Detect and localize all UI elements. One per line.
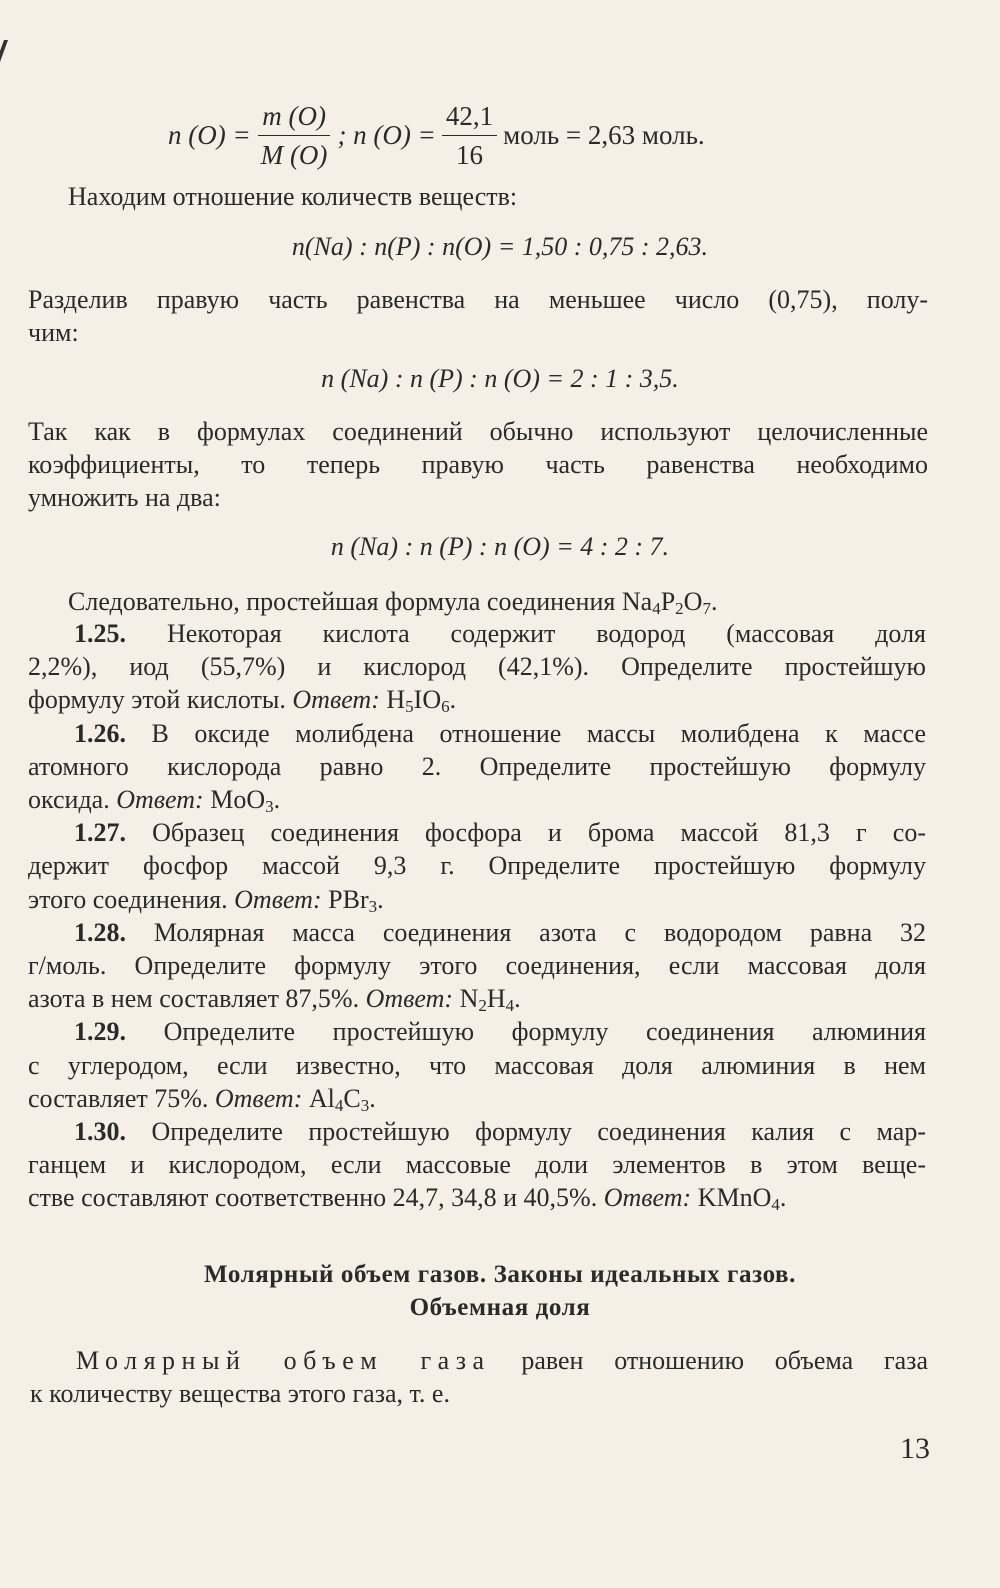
formula-mid: ; n (O) = bbox=[337, 119, 436, 150]
fraction-numeric bbox=[442, 100, 497, 171]
fraction-denominator: 16 bbox=[456, 139, 484, 170]
paragraph-line bbox=[30, 1344, 928, 1377]
answer-formula: PBr$_3$. bbox=[328, 884, 384, 916]
problem-text: Определите простейшую формулу соединения алюминия bbox=[163, 1017, 926, 1047]
problem-text: г/моль. Определите формулу этого соединения, если массовая доля bbox=[28, 951, 926, 980]
problem-line bbox=[28, 617, 926, 650]
answer-label: Ответ: bbox=[116, 785, 204, 814]
problem-number: 1.30. bbox=[74, 1117, 126, 1146]
fraction-numerator: 42,1 bbox=[442, 100, 497, 136]
problem-text: стве составляют соответственно 24,7, 34,8 и 40,5%. bbox=[28, 1183, 598, 1213]
problem-text: с углеродом, если известно, что массовая доля алюминия в нем bbox=[28, 1050, 926, 1080]
paragraph-line: чим: bbox=[28, 318, 79, 348]
problem-text: формулу этой кислоты. bbox=[28, 685, 286, 715]
fraction-denominator: M (O) bbox=[260, 139, 328, 170]
equation-ratio-3: n (Na) : n (P) : n (O) = 4 : 2 : 7. bbox=[330, 532, 670, 561]
problem-line bbox=[28, 783, 926, 816]
problem-number: 1.27. bbox=[74, 818, 126, 848]
paragraph-divide bbox=[28, 283, 928, 349]
paragraph-integer bbox=[28, 415, 928, 515]
equation-ratio-1: n(Na) : n(P) : n(O) = 1,50 : 0,75 : 2,63. bbox=[291, 232, 709, 261]
line-rest: равен отношению объема газа bbox=[490, 1346, 928, 1375]
answer-label: Ответ: bbox=[292, 685, 380, 715]
paragraph-line: Так как в формулах соединений обычно используют целочисленные bbox=[28, 417, 928, 446]
answer-formula: $Al_4C_3$. bbox=[308, 1083, 376, 1115]
equation-ratio-2: n (Na) : n (P) : n (O) = 2 : 1 : 3,5. bbox=[321, 364, 679, 393]
problem-text: 2,2%), иод (55,7%) и кислород (42,1%). Определите простейшую bbox=[28, 652, 926, 682]
answer-label: Ответ: bbox=[214, 1083, 303, 1113]
problem-line bbox=[28, 916, 926, 949]
problem-line bbox=[28, 816, 926, 849]
problem-text: В оксиде молибдена отношение массы молибдена к массе bbox=[151, 718, 927, 748]
problem-text: Образец соединения фосфора и брома массой 81,3 г со- bbox=[152, 818, 926, 848]
conclusion-label: Следовательно, простейшая формула соединения bbox=[68, 587, 622, 616]
problem-text: атомного кислорода равно 2. Определите простейшую формулу bbox=[28, 751, 926, 781]
answer-formula: MoO$_3$. bbox=[210, 785, 281, 816]
problem-1-25 bbox=[28, 617, 926, 717]
problem-1-28 bbox=[28, 916, 926, 1016]
problem-number: 1.26. bbox=[74, 718, 126, 748]
fraction-m-over-M bbox=[257, 100, 332, 171]
problem-line bbox=[28, 1115, 926, 1148]
problem-text: оксида. bbox=[28, 785, 110, 814]
problem-text: держит фосфор массой 9,3 г. Определите простейшую формулу bbox=[28, 851, 926, 881]
find-ratio-text: Находим отношение количеств веществ: bbox=[68, 182, 518, 211]
problem-text: составляет 75%. bbox=[28, 1083, 209, 1113]
paragraph-line: умножить на два: bbox=[28, 483, 221, 513]
problem-line bbox=[28, 1049, 926, 1082]
problem-line bbox=[28, 717, 926, 750]
fraction-numerator: m (O) bbox=[258, 100, 330, 136]
scan-edge-mark bbox=[0, 40, 8, 62]
paragraph-molar-volume bbox=[30, 1344, 928, 1410]
problem-number: 1.29. bbox=[74, 1017, 126, 1047]
problem-text: ганцем и кислородом, если массовые доли элементов в этом веще- bbox=[28, 1150, 926, 1180]
answer-formula: $N_2H_4$. bbox=[459, 984, 521, 1016]
problem-line bbox=[28, 1181, 926, 1214]
problem-line bbox=[28, 949, 926, 982]
problem-line bbox=[28, 1015, 926, 1048]
spaced-term: Молярный объем газа bbox=[76, 1346, 491, 1375]
section-heading bbox=[0, 1258, 1000, 1324]
problem-1-26 bbox=[28, 717, 926, 817]
formula-rhs: моль = 2,63 моль. bbox=[503, 119, 705, 150]
conclusion-formula: $Na_4P_2O_7$. bbox=[621, 587, 718, 618]
problem-text: Определите простейшую формулу соединения калия с мар- bbox=[151, 1117, 926, 1146]
heading-line-1: Молярный объем газов. Законы идеальных газов. bbox=[203, 1261, 797, 1288]
formula-n-oxygen bbox=[168, 90, 705, 180]
formula-lhs: n (O) = bbox=[168, 119, 251, 150]
problem-number: 1.28. bbox=[74, 917, 126, 947]
problem-line bbox=[28, 982, 926, 1015]
problem-line bbox=[28, 849, 926, 882]
problem-text: этого соединения. bbox=[28, 884, 228, 914]
problem-line bbox=[28, 683, 926, 716]
answer-formula: $H_5IO_6$. bbox=[386, 685, 457, 717]
answer-formula: KMnO$_4$. bbox=[697, 1183, 787, 1215]
conclusion-text bbox=[68, 585, 717, 619]
problem-number: 1.25. bbox=[74, 619, 126, 648]
problem-1-27 bbox=[28, 816, 926, 916]
problem-text: Некоторая кислота содержит водород (массовая доля bbox=[166, 619, 927, 648]
problem-1-29 bbox=[28, 1015, 926, 1115]
problem-line bbox=[28, 750, 926, 783]
page-number: 13 bbox=[900, 1432, 930, 1465]
paragraph-line: к количеству вещества этого газа, т. е. bbox=[30, 1379, 450, 1409]
answer-label: Ответ: bbox=[365, 984, 454, 1014]
problem-line bbox=[28, 650, 926, 683]
answer-label: Ответ: bbox=[234, 884, 322, 914]
problem-line bbox=[28, 1148, 926, 1181]
paragraph-line: коэффициенты, то теперь правую часть равенства необходимо bbox=[28, 450, 928, 480]
problem-1-30 bbox=[28, 1115, 926, 1215]
paragraph-line: Разделив правую часть равенства на меньшее число (0,75), полу- bbox=[28, 285, 928, 314]
problem-line bbox=[28, 1082, 926, 1115]
problem-text: Молярная масса соединения азота с водородом равна 32 bbox=[153, 917, 926, 947]
heading-line-2: Объемная доля bbox=[409, 1294, 591, 1321]
answer-label: Ответ: bbox=[603, 1183, 692, 1213]
problem-line bbox=[28, 883, 926, 916]
problem-text: азота в нем составляет 87,5%. bbox=[28, 984, 360, 1014]
